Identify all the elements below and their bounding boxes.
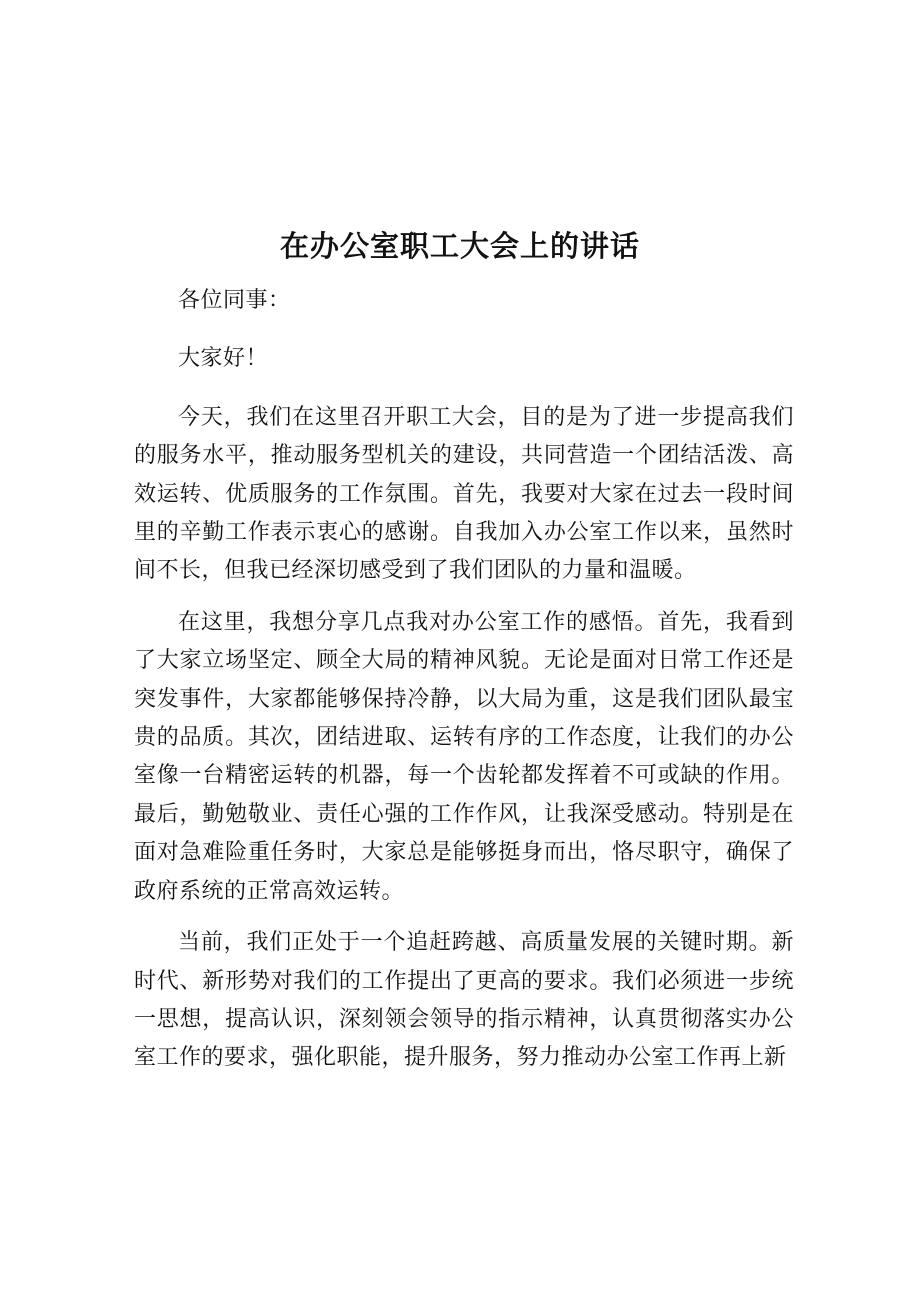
paragraph: 今天，我们在这里召开职工大会，目的是为了进一步提高我们的服务水平，推动服务型机关的建设，共同营造一个团结活泼、高效运转、优质服务的工作氛围。首先，我要对大家在过去一段时间里的辛勤工作表示衷心的感谢。自我加入办公室工作以来，虽然时间不长，但我已经深切感受到了我们团队的力量和温暖。 [134, 404, 794, 584]
paragraph: 在这里，我想分享几点我对办公室工作的感悟。首先，我看到了大家立场坚定、顾全大局的精神风貌。无论是面对日常工作还是突发事件，大家都能够保持冷静，以大局为重，这是我们团队最宝贵的品质。其次，团结进取、运转有序的工作态度，让我们的办公室像一台精密运转的机器，每一个齿轮都发挥着不可或缺的作用。最后，勤勉敬业、责任心强的工作作风，让我深受感动。特别是在面对急难险重任务时，大家总是能够挺身而出，恪尽职守，确保了政府系统的正常高效运转。 [134, 609, 794, 904]
paragraph: 当前，我们正处于一个追赶跨越、高质量发展的关键时期。新时代、新形势对我们的工作提出了更高的要求。我们必须进一步统一思想，提高认识，深刻领会领导的指示精神，认真贯彻落实办公室工作的要求，强化职能，提升服务，努力推动办公室工作再上新 [134, 930, 794, 1071]
greeting: 大家好！ [178, 346, 269, 372]
document-title: 在办公室职工大会上的讲话 [279, 229, 640, 263]
document-body [134, 282, 794, 1091]
salutation: 各位同事： [178, 288, 291, 313]
